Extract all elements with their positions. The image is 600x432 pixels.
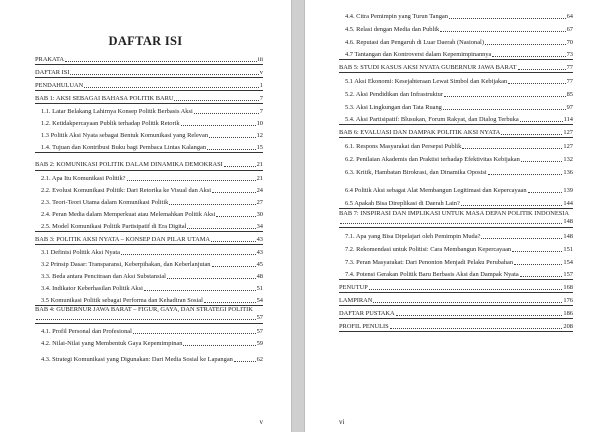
toc-entry-page: 70: [566, 39, 573, 46]
dot-leader: [440, 31, 565, 32]
toc-entry-title: BAB 4: GUBERNUR JAWA BARAT – FIGUR, GAYA, DAN STRATEGI POLITIK: [35, 306, 253, 313]
toc-entry-title: BAB 2: KOMUNIKASI POLITIK DALAM DINAMIKA DEMOKRASI: [35, 161, 223, 168]
dot-leader: [207, 149, 256, 150]
toc-entry[interactable]: [35, 281, 263, 293]
toc-entry-title: 4.5. Relasi dengan Media dan Publik: [345, 26, 440, 33]
dot-leader: [133, 333, 256, 334]
toc-entry-page: 157: [563, 271, 573, 278]
toc-entry-title: 3.3. Beda antara Pencitraan dan Aksi Substansial: [41, 273, 166, 280]
toc-entry[interactable]: [339, 112, 573, 125]
toc-entry[interactable]: [339, 319, 573, 332]
dot-leader: [518, 69, 566, 70]
toc-entry[interactable]: [35, 116, 263, 128]
toc-entry-title: 2.5. Model Komunikasi Politik Partisipatif di Era Digital: [41, 223, 187, 230]
toc-entry-title: 3.2 Prinsip Dasar: Transparansi, Keberpihakan, dan Keberlanjutan: [41, 261, 211, 268]
toc-entry[interactable]: [339, 254, 573, 267]
dot-leader: [127, 180, 256, 181]
toc-entry-title: 2.3. Teori-Teori Utama dalam Komunikasi Politik: [41, 199, 169, 206]
dot-leader: [485, 44, 566, 45]
toc-entry[interactable]: [339, 86, 573, 99]
toc-entry[interactable]: [339, 125, 573, 138]
dot-leader: [169, 204, 255, 205]
toc-entry-page: 57: [256, 328, 263, 335]
dot-leader: [121, 254, 256, 255]
dot-leader: [461, 205, 563, 206]
toc-entry-title: 6.2. Penilaian Akademis dan Praktisi terhadap Efektivitas Kebijakan: [345, 156, 520, 163]
toc-entry-page: 62: [256, 356, 263, 363]
toc-entry-page: 7: [259, 108, 263, 115]
toc-entry-title: 6.1. Respons Masyarakat dan Persepsi Publik: [345, 143, 462, 150]
toc-entry[interactable]: [339, 293, 573, 306]
toc-entry[interactable]: [339, 177, 573, 196]
toc-entry[interactable]: [339, 209, 573, 228]
toc-entry-page: 45: [256, 261, 263, 268]
toc-entry[interactable]: [339, 241, 573, 254]
toc-entry-title: 5.4. Aksi Partisipatif: Blusukan, Forum Rakyat, dan Dialog Terbuka: [345, 116, 519, 123]
toc-entry-page: 15: [256, 144, 263, 151]
toc-entry-title: 7.1. Apa yang Bisa Dipelajari oleh Pemimpin Muda?: [345, 233, 481, 240]
toc-entry-page: iii: [257, 56, 263, 63]
dot-leader: [449, 18, 566, 19]
toc-entry-title: 7.2. Rekomendasi untuk Politisi: Cara Membangun Kepercayaan: [345, 246, 512, 253]
dot-leader: [36, 319, 256, 320]
toc-entry-title: 1.2. Ketidakpercayaan Publik terhadap Politik Retorik: [41, 120, 180, 127]
dot-leader: [224, 166, 256, 167]
toc-entry-page: 148: [563, 233, 573, 240]
toc-entry-title: 3.1 Definisi Politik Aksi Nyata: [41, 249, 120, 256]
dot-leader: [481, 238, 562, 239]
toc-entry[interactable]: [339, 47, 573, 60]
page-gutter: [291, 0, 305, 432]
toc-entry-title: 4.6. Reputasi dan Pengaruh di Luar Daerah (Nasional): [345, 39, 484, 46]
toc-entry[interactable]: [339, 60, 573, 73]
toc-entry-title: 6.5 Apakah Bisa Direplikasi di Daerah Lain?: [345, 200, 460, 207]
toc-entry[interactable]: [339, 138, 573, 151]
toc-entry-title: 1.4. Tujuan dan Kontribusi Buku bagi Pembaca Lintas Kalangan: [41, 144, 207, 151]
toc-entry-page: 136: [563, 169, 573, 176]
toc-entry-page: 34: [256, 223, 263, 230]
toc-entry[interactable]: [35, 78, 263, 91]
toc-entry-title: 7.3. Peran Masyarakat: Dari Penonton Menjadi Pelaku Perubahan: [345, 259, 514, 266]
toc-entry[interactable]: [35, 245, 263, 257]
toc-entry[interactable]: [35, 257, 263, 269]
toc-entry-title: PROFIL PENULIS: [339, 323, 389, 330]
dot-leader: [512, 251, 562, 252]
toc-entry[interactable]: [35, 52, 263, 65]
toc-entry-title: 2.4. Peran Media dalam Memperkuat atau Melemahkan Politik Aksi: [41, 211, 216, 218]
toc-entry-title: BAB 5: STUDI KASUS AKSI NYATA GUBERNUR JAWA BARAT: [339, 64, 517, 71]
toc-entry-title: 4.1. Profil Personal dan Profesional: [41, 328, 132, 335]
toc-entry-title: 4.4. Citra Pemimpin yang Turun Tangan: [345, 13, 448, 20]
dot-leader: [209, 137, 256, 138]
toc-entry-page: 59: [256, 340, 263, 347]
toc-entry[interactable]: [35, 104, 263, 116]
dot-leader: [492, 56, 565, 57]
toc-entry[interactable]: [339, 306, 573, 319]
toc-list-left: [35, 52, 263, 365]
toc-entry-title: DAFTAR ISI: [35, 69, 70, 76]
toc-entry-title: 1.3 Politik Aksi Nyata sebagai Bentuk Komunikasi yang Relevan: [41, 132, 209, 139]
toc-entry-page: 77: [566, 78, 573, 85]
dot-leader: [340, 223, 562, 224]
toc-entry-title: 3.5 Komunikasi Politik sebagai Performa dan Kehadiran Sosial: [41, 297, 203, 304]
toc-entry-page: 30: [256, 211, 263, 218]
toc-entry[interactable]: [35, 232, 263, 245]
toc-entry[interactable]: [35, 269, 263, 281]
toc-entry-page: 51: [256, 285, 263, 292]
dot-leader: [84, 87, 259, 88]
toc-entry-title: PENDAHULUAN: [35, 82, 84, 89]
toc-entry[interactable]: [35, 91, 263, 104]
toc-entry[interactable]: [35, 324, 263, 336]
dot-leader: [444, 96, 566, 97]
dot-leader: [204, 302, 256, 303]
toc-entry-title: 5.3. Aksi Lingkungan dan Tata Ruang: [345, 104, 442, 111]
toc-entry-page: 73: [566, 51, 573, 58]
dot-leader: [373, 302, 562, 303]
toc-entry-page: 144: [563, 200, 573, 207]
toc-entry-page: 48: [256, 273, 263, 280]
toc-entry-page: 139: [563, 187, 573, 194]
dot-leader: [212, 266, 256, 267]
toc-entry[interactable]: [35, 153, 263, 171]
toc-entry[interactable]: [35, 183, 263, 195]
page-number-right: vi: [339, 418, 345, 426]
toc-entry-title: 1.1. Latar Belakang Lahirnya Konsep Politik Berbasis Aksi: [41, 108, 193, 115]
toc-entry-page: 186: [563, 310, 573, 317]
dot-leader: [144, 290, 256, 291]
toc-entry[interactable]: [35, 195, 263, 207]
toc-entry-page: 57: [256, 314, 263, 321]
toc-entry-title: 7.4. Potensi Gerakan Politik Baru Berbasis Aksi dan Dampak Nyata: [345, 271, 519, 278]
toc-entry-page: 114: [563, 116, 573, 123]
dot-leader: [216, 216, 255, 217]
dot-leader: [70, 74, 258, 75]
dot-leader: [390, 328, 563, 329]
toc-entry-title: 5.2. Aksi Pendidikan dan Infrastruktur: [345, 91, 443, 98]
right-page: [305, 0, 600, 432]
toc-entry[interactable]: [35, 207, 263, 219]
toc-entry[interactable]: [35, 140, 263, 153]
toc-entry[interactable]: [339, 267, 573, 280]
toc-entry-page: 21: [256, 161, 263, 168]
dot-leader: [462, 148, 562, 149]
dot-leader: [369, 289, 563, 290]
toc-entry-page: 127: [563, 129, 573, 136]
toc-entry-page: 21: [256, 175, 263, 182]
toc-entry-title: PRAKATA: [35, 56, 64, 63]
toc-entry-title: 4.7 Tantangan dan Kontroversi dalam Kepemimpinannya: [345, 51, 492, 58]
toc-entry[interactable]: [339, 228, 573, 241]
toc-entry[interactable]: [35, 65, 263, 78]
toc-entry[interactable]: [339, 8, 573, 21]
toc-entry-page: 176: [563, 297, 573, 304]
dot-leader: [211, 241, 256, 242]
toc-entry[interactable]: [339, 196, 573, 209]
dot-leader: [396, 315, 563, 316]
toc-entry-title: 6.3. Kritik, Hambatan Birokrasi, dan Dinamika Oposisi: [345, 169, 487, 176]
toc-entry-page: 77: [566, 64, 573, 71]
toc-entry[interactable]: [35, 306, 263, 324]
toc-entry-page: 85: [566, 91, 573, 98]
toc-entry[interactable]: [339, 99, 573, 112]
toc-entry-title: 5.1 Aksi Ekonomi: Kesejahteraan Lewat Simbol dan Kebijakan: [345, 78, 508, 85]
toc-entry-title: DAFTAR PUSTAKA: [339, 310, 395, 317]
toc-entry[interactable]: [35, 348, 263, 365]
toc-entry-title: 6.4 Politik Aksi sebagai Alat Membangun Legitimasi dan Kepercayaan: [345, 187, 527, 194]
toc-entry[interactable]: [339, 151, 573, 164]
dot-leader: [501, 134, 562, 135]
toc-entry-page: 1: [259, 82, 263, 89]
toc-entry-page: 12: [256, 132, 263, 139]
dot-leader: [488, 174, 563, 175]
dot-leader: [521, 161, 563, 162]
toc-entry-title: BAB 6: EVALUASI DAN DAMPAK POLITIK AKSI NYATA: [339, 129, 501, 136]
toc-entry-title: LAMPIRAN: [339, 297, 373, 304]
dot-leader: [183, 345, 255, 346]
page-number-left: v: [259, 418, 263, 426]
toc-entry[interactable]: [339, 21, 573, 34]
toc-entry[interactable]: [35, 219, 263, 232]
toc-entry-title: 4.3. Strategi Komunikasi yang Digunakan: Dari Media Sosial ke Lapangan: [41, 356, 233, 363]
toc-entry[interactable]: [339, 34, 573, 47]
toc-entry-page: 27: [256, 199, 263, 206]
toc-entry-title: 2.1. Apa Itu Komunikasi Politik?: [41, 175, 126, 182]
dot-leader: [167, 278, 256, 279]
toc-entry-title: BAB 1: AKSI SEBAGAI BAHASA POLITIK BARU: [35, 95, 174, 102]
dot-leader: [508, 83, 565, 84]
toc-entry-page: 10: [256, 120, 263, 127]
toc-entry-page: 151: [563, 246, 573, 253]
toc-entry[interactable]: [35, 171, 263, 183]
toc-entry-page: v: [259, 69, 263, 76]
toc-entry-page: 148: [563, 218, 573, 225]
dot-leader: [187, 228, 255, 229]
toc-entry-page: 154: [563, 259, 573, 266]
toc-entry-page: 43: [256, 249, 263, 256]
dot-leader: [520, 276, 563, 277]
dot-leader: [181, 125, 256, 126]
dot-leader: [443, 109, 566, 110]
toc-entry[interactable]: [339, 164, 573, 177]
dot-leader: [528, 192, 563, 193]
toc-entry[interactable]: [35, 293, 263, 306]
toc-entry[interactable]: [339, 280, 573, 293]
toc-entry[interactable]: [339, 73, 573, 86]
dot-leader: [194, 113, 259, 114]
toc-entry[interactable]: [35, 128, 263, 140]
dot-leader: [65, 61, 257, 62]
toc-entry-page: 54: [256, 297, 263, 304]
toc-entry-title: 4.2. Nilai-Nilai yang Membentuk Gaya Kepemimpinan: [41, 340, 183, 347]
dot-leader: [520, 121, 563, 122]
toc-entry-page: 67: [566, 26, 573, 33]
toc-title: DAFTAR ISI: [108, 34, 183, 48]
toc-entry-title: PENUTUP: [339, 284, 368, 291]
toc-entry-title: 2.2. Evolusi Komunikasi Politik: Dari Retorika ke Visual dan Aksi: [41, 187, 212, 194]
dot-leader: [514, 264, 562, 265]
dot-leader: [174, 100, 258, 101]
toc-entry-title: BAB 7: INSPIRASI DAN IMPLIKASI UNTUK MASA DEPAN POLITIK INDONESIA: [339, 210, 570, 217]
toc-list-right: [339, 8, 573, 332]
toc-entry-page: 24: [256, 187, 263, 194]
toc-entry-title: 3.4. Indikator Keberhasilan Politik Aksi: [41, 285, 143, 292]
toc-entry-page: 43: [256, 236, 263, 243]
toc-entry-page: 64: [566, 13, 573, 20]
toc-entry-page: 97: [566, 104, 573, 111]
dot-leader: [212, 192, 256, 193]
toc-entry-page: 168: [563, 284, 573, 291]
toc-entry-title: BAB 3: POLITIK AKSI NYATA – KONSEP DAN PILAR UTAMA: [35, 236, 211, 243]
toc-entry-page: 208: [563, 323, 573, 330]
left-page: [0, 0, 291, 432]
toc-entry-page: 127: [563, 143, 573, 150]
toc-entry[interactable]: [35, 336, 263, 348]
dot-leader: [234, 361, 256, 362]
toc-entry-page: 132: [563, 156, 573, 163]
toc-entry-page: 7: [259, 95, 263, 102]
